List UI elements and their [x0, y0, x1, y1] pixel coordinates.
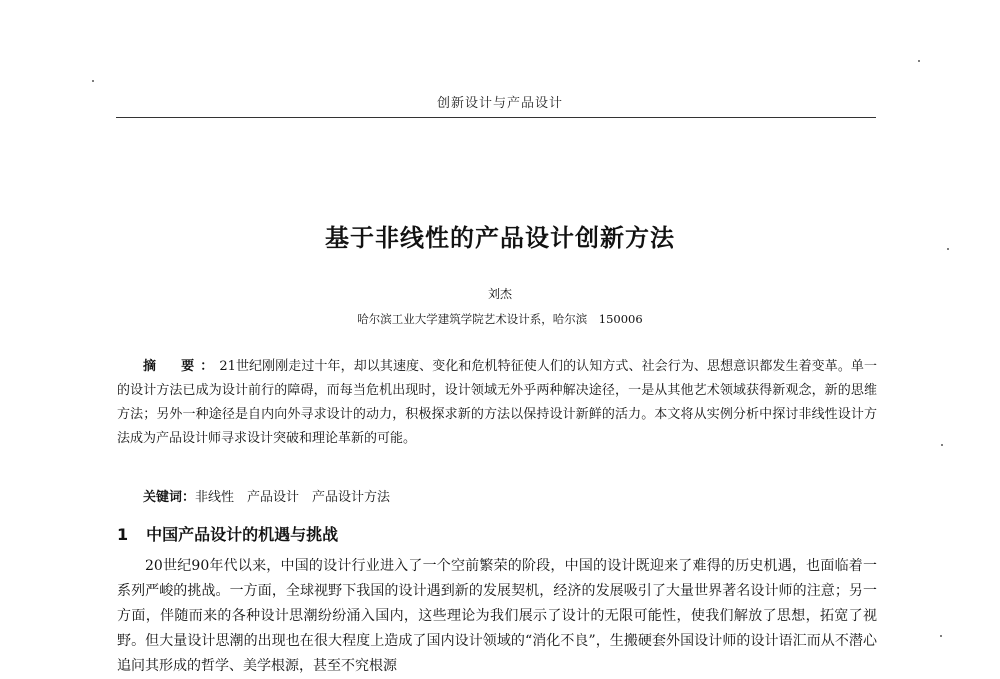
abstract-label: 摘 要：	[143, 359, 220, 374]
keywords	[143, 486, 390, 505]
scan-speck	[941, 444, 943, 446]
author: 刘杰	[487, 287, 512, 301]
header-rule	[116, 117, 876, 118]
abstract	[117, 355, 877, 451]
scan-speck	[940, 635, 942, 637]
keywords-text: 非线性 产品设计 产品设计方法	[195, 490, 391, 505]
paper-title: 基于非线性的产品设计创新方法	[325, 224, 675, 252]
section-heading	[117, 522, 338, 545]
section-number: 1	[117, 525, 129, 544]
scan-speck	[92, 80, 94, 82]
abstract-text: 21世纪刚刚走过十年，却以其速度、变化和危机特征使人们的认知方式、社会行为、思想意识都发生着变革。单一的设计方法已成为设计前行的障碍，而每当危机出现时，设计领域无外乎两种解决途径，一是从其他艺术领域获得新观念，新的思维方法；另外一种途径是自内向外寻求设计的动力，积极探求新的方法以保持设计新鲜的活力。本文将从实例分析中探讨非线性设计方法成为产品设计师寻求设计突破和理论革新的可能。	[117, 359, 877, 446]
section-title: 中国产品设计的机遇与挑战	[146, 525, 339, 544]
scan-speck	[918, 60, 920, 62]
body-paragraph: 20世纪90年代以来，中国的设计行业进入了一个空前繁荣的阶段，中国的设计既迎来了难得的历史机遇，也面临着一系列严峻的挑战。一方面，全球视野下我国的设计遇到新的发展契机，经济的发展吸引了大量世界著名设计师的注意；另一方面，伴随而来的各种设计思潮纷纷涌入国内，这些理论为我们展示了设计的无限可能性，使我们解放了思想，拓宽了视野。但大量设计思潮的出现也在很大程度上造成了国内设计领域的“消化不良”，生搬硬套外国设计师的设计语汇而从不潜心追问其形成的哲学、美学根源，甚至不究根源	[117, 558, 877, 674]
scan-speck	[947, 248, 949, 250]
affiliation: 哈尔滨工业大学建筑学院艺术设计系，哈尔滨 150006	[357, 312, 643, 326]
running-header: 创新设计与产品设计	[436, 96, 563, 111]
keywords-label: 关键词：	[143, 490, 196, 505]
